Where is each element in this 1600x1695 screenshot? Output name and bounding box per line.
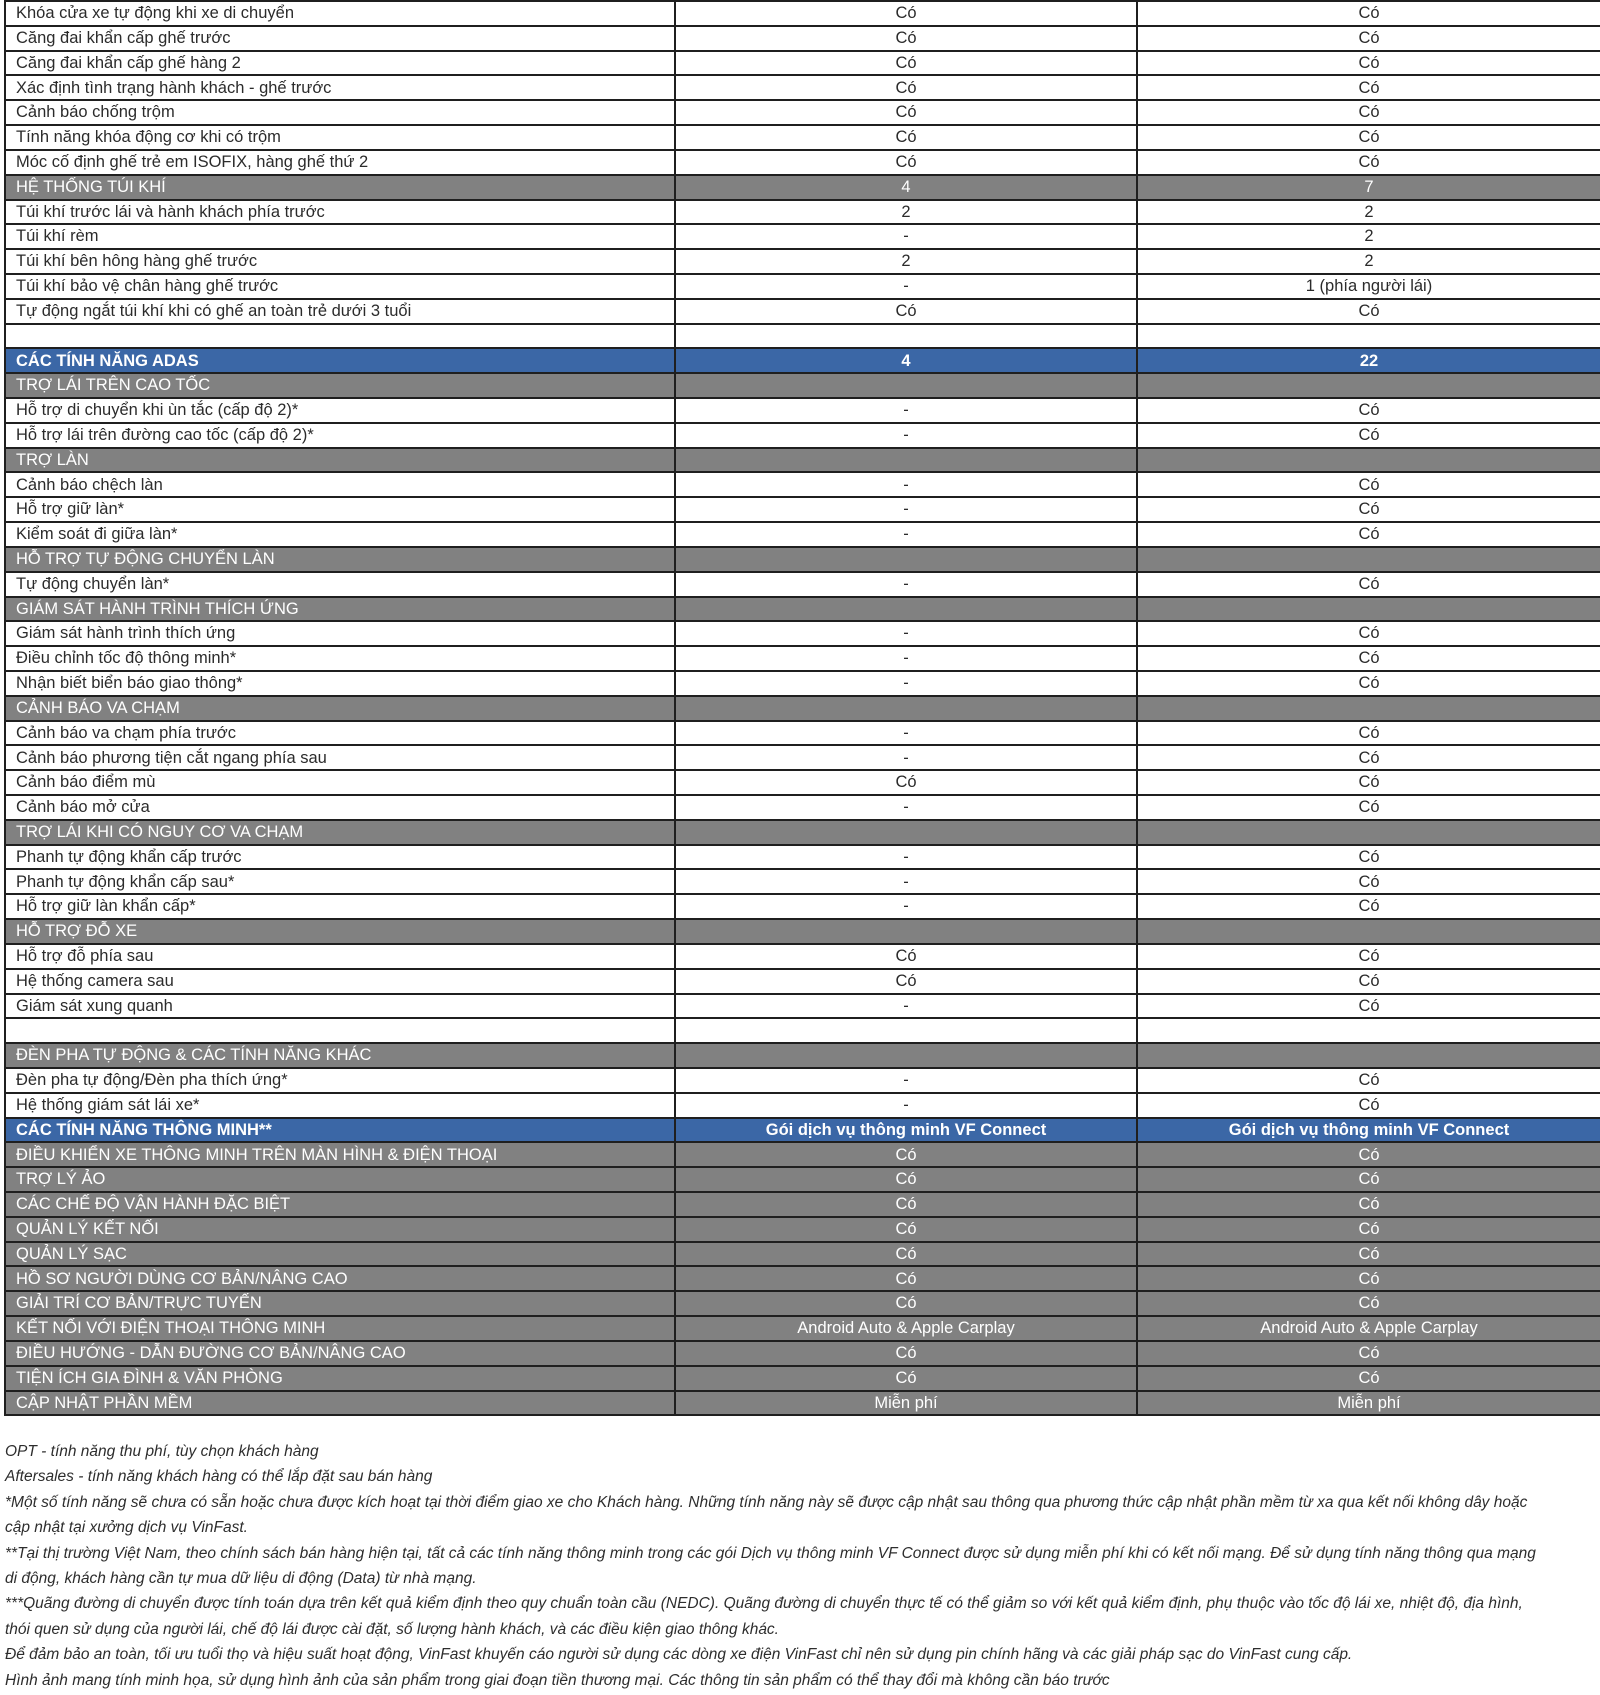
table-row	[6, 796, 1600, 821]
value-cell-variant-1	[676, 598, 1138, 621]
value-cell-variant-2: Có	[1358, 475, 1380, 494]
footnote-asterisk-2: **Tại thị trường Việt Nam, theo chính sách bán hàng hiện tại, tất cả các tính năng thông minh trong các gói Dịch vụ thông minh VF Connect được sử dụng miễn phí khi có kết nối mạng. Để sử dụng tính năng thông qua mạng di động, khách hàng cần tự mua dữ liệu di động (Data) từ nhà mạng.	[5, 1544, 1536, 1588]
table-row	[6, 27, 1600, 52]
table-row	[6, 76, 1600, 101]
value-cell-variant-2: Có	[1358, 153, 1380, 172]
table-row	[6, 201, 1600, 226]
feature-label-cell: Khóa cửa xe tự động khi xe di chuyển	[6, 2, 676, 25]
value-cell-variant-1: Có	[676, 1342, 1138, 1365]
value-cell-variant-2	[1138, 697, 1600, 720]
value-cell-variant-2: Có	[1358, 1244, 1380, 1263]
value-cell-variant-2	[1138, 920, 1600, 943]
value-cell-variant-2: Có	[1358, 500, 1380, 519]
feature-label-cell: Móc cố định ghế trẻ em ISOFIX, hàng ghế thứ 2	[6, 151, 676, 174]
table-row	[6, 225, 1600, 250]
table-row	[6, 945, 1600, 970]
section-header-row	[6, 821, 1600, 846]
value-cell-variant-1: Có	[676, 101, 1138, 124]
value-cell-variant-1	[676, 374, 1138, 397]
value-cell-variant-1	[676, 1044, 1138, 1067]
value-cell-variant-1: Có	[676, 970, 1138, 993]
value-cell-variant-1: Gói dịch vụ thông minh VF Connect	[676, 1119, 1138, 1142]
footnote-asterisk-1: *Một số tính năng sẽ chưa có sẵn hoặc chưa được kích hoạt tại thời điểm giao xe cho Khách hàng. Những tính năng này sẽ được cập nhật sau thông qua phương thức cập nhật phần mềm từ xa qua kết nối không dây hoặc cập nhật tại xưởng dịch vụ VinFast.	[5, 1493, 1528, 1537]
value-cell-variant-1: Android Auto & Apple Carplay	[676, 1317, 1138, 1340]
value-cell-variant-2: Có	[1358, 1344, 1380, 1363]
value-cell-variant-2: Có	[1358, 53, 1380, 72]
value-cell-variant-1: Có	[676, 1267, 1138, 1290]
feature-label-cell: Căng đai khẩn cấp ghế hàng 2	[6, 52, 676, 75]
value-cell-variant-2: Có	[1358, 674, 1380, 693]
value-cell-variant-1: -	[676, 672, 1138, 695]
value-cell-variant-2: Có	[1358, 897, 1380, 916]
value-cell-variant-2: 7	[1364, 177, 1374, 196]
feature-label-cell: GIÁM SÁT HÀNH TRÌNH THÍCH ỨNG	[6, 598, 676, 621]
value-cell-variant-1: Có	[676, 126, 1138, 149]
value-cell-variant-2: Có	[1358, 1145, 1380, 1164]
feature-label-cell: KẾT NỐI VỚI ĐIỆN THOẠI THÔNG MINH	[6, 1317, 676, 1340]
feature-label-cell: Hệ thống giám sát lái xe*	[6, 1094, 676, 1117]
feature-label-cell: QUẢN LÝ KẾT NỐI	[6, 1218, 676, 1241]
feature-label-cell: CẢNH BÁO VA CHẠM	[6, 697, 676, 720]
table-row	[6, 2, 1600, 27]
table-row	[6, 647, 1600, 672]
feature-label-cell: CẬP NHẬT PHẦN MỀM	[6, 1392, 676, 1415]
section-header-row	[6, 1193, 1600, 1218]
highlight-header-row	[6, 1119, 1600, 1144]
value-cell-variant-1: -	[676, 1094, 1138, 1117]
value-cell-variant-1: -	[676, 523, 1138, 546]
section-header-row	[6, 1218, 1600, 1243]
footnote-opt: OPT - tính năng thu phí, tùy chọn khách hàng	[5, 1443, 319, 1460]
feature-label-cell: Giám sát hành trình thích ứng	[6, 622, 676, 645]
value-cell-variant-2: Có	[1358, 1170, 1380, 1189]
section-header-row	[6, 1243, 1600, 1268]
value-cell-variant-1: -	[676, 424, 1138, 447]
feature-label-cell: Phanh tự động khẩn cấp trước	[6, 846, 676, 869]
value-cell-variant-2: Có	[1358, 798, 1380, 817]
value-cell-variant-2: Có	[1358, 28, 1380, 47]
table-row	[6, 473, 1600, 498]
table-row	[6, 424, 1600, 449]
table-row	[6, 746, 1600, 771]
table-row	[6, 300, 1600, 325]
value-cell-variant-2: Có	[1358, 1368, 1380, 1387]
footnote-disclaimer: Hình ảnh mang tính minh họa, sử dụng hình ảnh của sản phẩm trong giai đoạn tiền thương mại. Các thông tin sản phẩm có thể thay đổi mà không cần báo trước	[5, 1671, 1110, 1689]
footnote-battery: Để đảm bảo an toàn, tối ưu tuổi thọ và hiệu suất hoạt động, VinFast khuyến cáo người sử dụng các dòng xe điện VinFast chỉ nên sử dụng pin chính hãng và các giải pháp sạc do VinFast cung cấp.	[5, 1646, 1353, 1664]
value-cell-variant-1: -	[676, 225, 1138, 248]
section-header-row	[6, 1292, 1600, 1317]
value-cell-variant-1: Có	[676, 1143, 1138, 1166]
feature-label-cell: TRỢ LÁI KHI CÓ NGUY CƠ VA CHẠM	[6, 821, 676, 844]
feature-label-cell: CÁC TÍNH NĂNG ADAS	[6, 349, 676, 372]
value-cell-variant-1: Miễn phí	[676, 1392, 1138, 1415]
feature-label-cell: Hỗ trợ di chuyển khi ùn tắc (cấp độ 2)*	[6, 399, 676, 422]
value-cell-variant-1: Có	[676, 300, 1138, 323]
value-cell-variant-2	[1138, 1019, 1600, 1042]
feature-label-cell: Nhận biết biển báo giao thông*	[6, 672, 676, 695]
value-cell-variant-1: 4	[676, 176, 1138, 199]
value-cell-variant-1: Có	[676, 76, 1138, 99]
value-cell-variant-2: Có	[1358, 872, 1380, 891]
table-row	[6, 1069, 1600, 1094]
value-cell-variant-2: Có	[1358, 847, 1380, 866]
value-cell-variant-2: Có	[1358, 78, 1380, 97]
value-cell-variant-1: Có	[676, 1243, 1138, 1266]
feature-label-cell: TRỢ LÀN	[6, 449, 676, 472]
value-cell-variant-2: Có	[1358, 1294, 1380, 1313]
feature-label-cell: Cảnh báo điểm mù	[6, 771, 676, 794]
table-row	[6, 399, 1600, 424]
value-cell-variant-1	[676, 697, 1138, 720]
footnote-asterisk-3: ***Quãng đường di chuyển được tính toán dựa trên kết quả kiểm định theo quy chuẩn toàn cầu (NEDC). Quãng đường di chuyển thực tế có thể giảm so với kết quả kiểm định, phụ thuộc vào tốc độ lái xe, nhiệt độ, địa hình, thói quen sử dụng của người lái, chế độ lái được cài đặt, số lượng hành khách, và các điều kiện giao thông khác.	[5, 1595, 1523, 1638]
feature-label-cell: Cảnh báo chệch làn	[6, 473, 676, 496]
value-cell-variant-1: -	[676, 895, 1138, 918]
section-header-row	[6, 697, 1600, 722]
feature-label-cell: ĐIỀU HƯỚNG - DẪN ĐƯỜNG CƠ BẢN/NÂNG CAO	[6, 1342, 676, 1365]
value-cell-variant-1: -	[676, 473, 1138, 496]
footnotes-section	[0, 1416, 1600, 1693]
spacer-row	[6, 1019, 1600, 1044]
table-row	[6, 52, 1600, 77]
feature-label-cell: QUẢN LÝ SẠC	[6, 1243, 676, 1266]
value-cell-variant-1: Có	[676, 27, 1138, 50]
highlight-header-row	[6, 349, 1600, 374]
footnote-aftersales: Aftersales - tính năng khách hàng có thể lắp đặt sau bán hàng	[5, 1468, 433, 1486]
value-cell-variant-2: Có	[1358, 425, 1380, 444]
feature-label-cell: Giám sát xung quanh	[6, 995, 676, 1018]
value-cell-variant-1: -	[676, 995, 1138, 1018]
value-cell-variant-1	[676, 449, 1138, 472]
feature-label-cell: Túi khí bên hông hàng ghế trước	[6, 250, 676, 273]
value-cell-variant-2	[1138, 821, 1600, 844]
value-cell-variant-1: Có	[676, 52, 1138, 75]
feature-label-cell: HỆ THỐNG TÚI KHÍ	[6, 176, 676, 199]
value-cell-variant-1: -	[676, 870, 1138, 893]
feature-label-cell: Cảnh báo va chạm phía trước	[6, 722, 676, 745]
value-cell-variant-1: Có	[676, 2, 1138, 25]
feature-label-cell: ĐÈN PHA TỰ ĐỘNG & CÁC TÍNH NĂNG KHÁC	[6, 1044, 676, 1067]
table-row	[6, 250, 1600, 275]
section-header-row	[6, 598, 1600, 623]
feature-label-cell: GIẢI TRÍ CƠ BẢN/TRỰC TUYẾN	[6, 1292, 676, 1315]
table-row	[6, 275, 1600, 300]
value-cell-variant-1	[676, 821, 1138, 844]
feature-label-cell: Căng đai khẩn cấp ghế trước	[6, 27, 676, 50]
value-cell-variant-2: Có	[1358, 649, 1380, 668]
value-cell-variant-1: -	[676, 622, 1138, 645]
value-cell-variant-2	[1138, 325, 1600, 348]
value-cell-variant-1	[676, 548, 1138, 571]
feature-label-cell: Tự động ngắt túi khí khi có ghế an toàn trẻ dưới 3 tuổi	[6, 300, 676, 323]
value-cell-variant-1: Có	[676, 945, 1138, 968]
value-cell-variant-1: 2	[676, 250, 1138, 273]
value-cell-variant-2: Có	[1358, 4, 1380, 23]
value-cell-variant-1	[676, 920, 1138, 943]
value-cell-variant-1: -	[676, 647, 1138, 670]
feature-label-cell: Kiểm soát đi giữa làn*	[6, 523, 676, 546]
feature-label-cell	[6, 325, 676, 348]
value-cell-variant-2: Có	[1358, 624, 1380, 643]
value-cell-variant-2: Có	[1358, 103, 1380, 122]
value-cell-variant-2: Gói dịch vụ thông minh VF Connect	[1228, 1120, 1510, 1139]
feature-label-cell: CÁC CHẾ ĐỘ VẬN HÀNH ĐẶC BIỆT	[6, 1193, 676, 1216]
value-cell-variant-2: Có	[1358, 773, 1380, 792]
table-row	[6, 870, 1600, 895]
spec-comparison-table	[4, 0, 1600, 1416]
section-header-row	[6, 1044, 1600, 1069]
value-cell-variant-2	[1138, 598, 1600, 621]
value-cell-variant-2	[1138, 1044, 1600, 1067]
value-cell-variant-2: 2	[1364, 227, 1374, 246]
value-cell-variant-1: Có	[676, 151, 1138, 174]
table-row	[6, 101, 1600, 126]
feature-label-cell: HỒ SƠ NGƯỜI DÙNG CƠ BẢN/NÂNG CAO	[6, 1267, 676, 1290]
feature-label-cell: Điều chỉnh tốc độ thông minh*	[6, 647, 676, 670]
table-row	[6, 846, 1600, 871]
table-row	[6, 970, 1600, 995]
section-header-row	[6, 1267, 1600, 1292]
value-cell-variant-1: Có	[676, 1292, 1138, 1315]
feature-label-cell: TRỢ LÝ ẢO	[6, 1168, 676, 1191]
table-row	[6, 498, 1600, 523]
value-cell-variant-2: Có	[1358, 574, 1380, 593]
value-cell-variant-1: -	[676, 796, 1138, 819]
value-cell-variant-2: 22	[1359, 351, 1379, 370]
table-row	[6, 523, 1600, 548]
value-cell-variant-2: 2	[1364, 252, 1374, 271]
value-cell-variant-1: -	[676, 275, 1138, 298]
feature-label-cell: TRỢ LÁI TRÊN CAO TỐC	[6, 374, 676, 397]
value-cell-variant-1: Có	[676, 1168, 1138, 1191]
feature-label-cell: Cảnh báo phương tiện cắt ngang phía sau	[6, 746, 676, 769]
feature-label-cell: Hỗ trợ đỗ phía sau	[6, 945, 676, 968]
value-cell-variant-2: Có	[1358, 723, 1380, 742]
feature-label-cell: Đèn pha tự động/Đèn pha thích ứng*	[6, 1069, 676, 1092]
value-cell-variant-1: -	[676, 1069, 1138, 1092]
table-row	[6, 722, 1600, 747]
section-header-row	[6, 1342, 1600, 1367]
feature-label-cell: TIỆN ÍCH GIA ĐÌNH & VĂN PHÒNG	[6, 1367, 676, 1390]
feature-label-cell: Cảnh báo chống trộm	[6, 101, 676, 124]
value-cell-variant-1: -	[676, 846, 1138, 869]
table-row	[6, 126, 1600, 151]
value-cell-variant-2	[1138, 548, 1600, 571]
value-cell-variant-2: Có	[1358, 401, 1380, 420]
value-cell-variant-2: Có	[1358, 947, 1380, 966]
value-cell-variant-1: Có	[676, 1367, 1138, 1390]
value-cell-variant-1: 2	[676, 201, 1138, 224]
value-cell-variant-2: Có	[1358, 1219, 1380, 1238]
section-header-row	[6, 548, 1600, 573]
feature-label-cell: Túi khí bảo vệ chân hàng ghế trước	[6, 275, 676, 298]
section-header-row	[6, 1367, 1600, 1392]
value-cell-variant-2: Miễn phí	[1337, 1393, 1401, 1412]
value-cell-variant-2: Có	[1358, 525, 1380, 544]
value-cell-variant-1: -	[676, 722, 1138, 745]
feature-label-cell	[6, 1019, 676, 1042]
section-header-row	[6, 374, 1600, 399]
table-row	[6, 672, 1600, 697]
value-cell-variant-2: 2	[1364, 202, 1374, 221]
feature-label-cell: Hỗ trợ giữ làn khẩn cấp*	[6, 895, 676, 918]
value-cell-variant-1	[676, 1019, 1138, 1042]
table-row	[6, 573, 1600, 598]
value-cell-variant-2	[1138, 374, 1600, 397]
feature-label-cell: Hỗ trợ giữ làn*	[6, 498, 676, 521]
spacer-row	[6, 325, 1600, 350]
feature-label-cell: Hệ thống camera sau	[6, 970, 676, 993]
value-cell-variant-1: -	[676, 498, 1138, 521]
value-cell-variant-2: Có	[1358, 301, 1380, 320]
feature-label-cell: Tính năng khóa động cơ khi có trộm	[6, 126, 676, 149]
value-cell-variant-1: Có	[676, 1218, 1138, 1241]
value-cell-variant-2: Có	[1358, 1095, 1380, 1114]
feature-label-cell: Túi khí rèm	[6, 225, 676, 248]
value-cell-variant-1	[676, 325, 1138, 348]
value-cell-variant-2: Có	[1358, 971, 1380, 990]
feature-label-cell: Tự động chuyển làn*	[6, 573, 676, 596]
section-header-row	[6, 176, 1600, 201]
value-cell-variant-2: Android Auto & Apple Carplay	[1260, 1319, 1478, 1338]
table-row	[6, 995, 1600, 1020]
section-header-row	[6, 1317, 1600, 1342]
feature-label-cell: Cảnh báo mở cửa	[6, 796, 676, 819]
value-cell-variant-1: -	[676, 573, 1138, 596]
value-cell-variant-2: Có	[1358, 1195, 1380, 1214]
feature-label-cell: Túi khí trước lái và hành khách phía trước	[6, 201, 676, 224]
value-cell-variant-2: Có	[1358, 1269, 1380, 1288]
section-header-row	[6, 1392, 1600, 1417]
value-cell-variant-2: Có	[1358, 1071, 1380, 1090]
value-cell-variant-1: Có	[676, 771, 1138, 794]
value-cell-variant-2	[1138, 449, 1600, 472]
feature-label-cell: HỖ TRỢ TỰ ĐỘNG CHUYỂN LÀN	[6, 548, 676, 571]
table-row	[6, 622, 1600, 647]
feature-label-cell: ĐIỀU KHIỂN XE THÔNG MINH TRÊN MÀN HÌNH & ĐIỆN THOẠI	[6, 1143, 676, 1166]
table-row	[6, 151, 1600, 176]
value-cell-variant-1: 4	[676, 349, 1138, 372]
value-cell-variant-1: -	[676, 399, 1138, 422]
table-row	[6, 1094, 1600, 1119]
value-cell-variant-1: Có	[676, 1193, 1138, 1216]
feature-label-cell: Phanh tự động khẩn cấp sau*	[6, 870, 676, 893]
section-header-row	[6, 1143, 1600, 1168]
value-cell-variant-2: 1 (phía người lái)	[1305, 277, 1433, 296]
feature-label-cell: HỖ TRỢ ĐỖ XE	[6, 920, 676, 943]
table-row	[6, 895, 1600, 920]
value-cell-variant-2: Có	[1358, 996, 1380, 1015]
value-cell-variant-2: Có	[1358, 128, 1380, 147]
section-header-row	[6, 449, 1600, 474]
feature-label-cell: Hỗ trợ lái trên đường cao tốc (cấp độ 2)*	[6, 424, 676, 447]
feature-label-cell: Xác định tình trạng hành khách - ghế trước	[6, 76, 676, 99]
table-row	[6, 771, 1600, 796]
value-cell-variant-2: Có	[1358, 748, 1380, 767]
feature-label-cell: CÁC TÍNH NĂNG THÔNG MINH**	[6, 1119, 676, 1142]
value-cell-variant-1: -	[676, 746, 1138, 769]
section-header-row	[6, 920, 1600, 945]
section-header-row	[6, 1168, 1600, 1193]
